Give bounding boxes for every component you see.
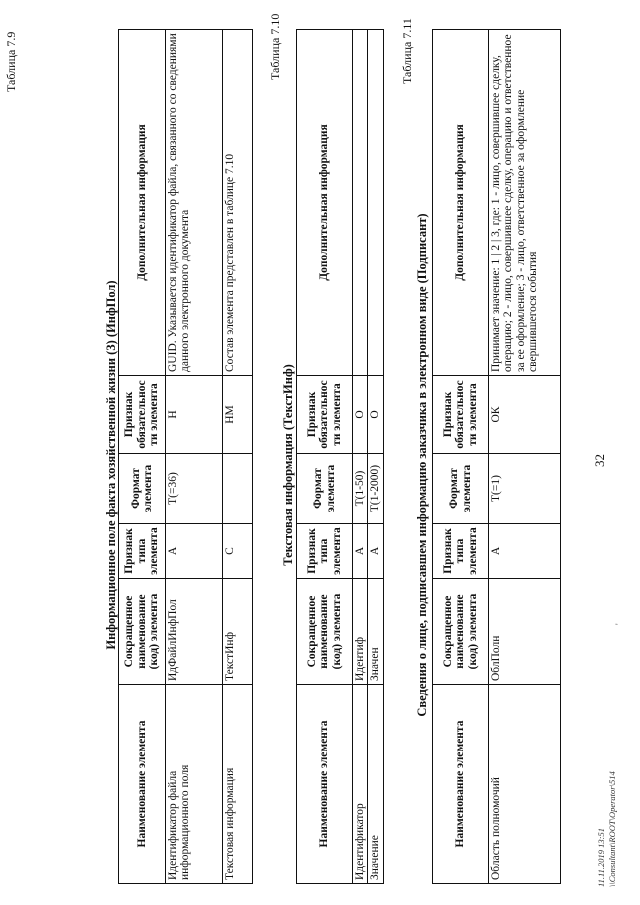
cell: Значение [368, 685, 383, 884]
header-format: Формат элемента [297, 454, 353, 524]
cell: А [353, 524, 368, 579]
table-row [489, 30, 561, 884]
header-info: Дополнительная информация [433, 30, 489, 376]
header-name: Наименование элемента [433, 685, 489, 884]
cell: Область полномочий [489, 685, 561, 884]
header-required: Признак обязательности элемента [433, 376, 489, 454]
cell: ОблПолн [489, 579, 561, 685]
cell: Принимает значение: 1 | 2 | 3, где: 1 - лицо, совершившее сделку, операцию; 2 - лицо, совершившее сделку, операцию и ответственное за ее оформление; 3 - лицо, ответственное за оформление свершившегося события [489, 30, 561, 376]
table-7-11-title: Сведения о лице, подписавшем информацию заказчика в электронном виде (Подписант) [415, 213, 429, 717]
cell: Текстовая информация [223, 685, 253, 884]
cell [368, 30, 383, 376]
cell: НМ [223, 376, 253, 454]
header-code: Сокращенное наименование (код) элемента [297, 579, 353, 685]
table-row [223, 30, 253, 884]
table-7-9-caption: Таблица 7.9 [4, 31, 18, 92]
footer-path: \\Consultant\ROOT\Operator\514 [607, 771, 618, 887]
cell: ИдФайлИнфПол [166, 579, 223, 685]
cell: О [353, 376, 368, 454]
table-7-10-caption: Таблица 7.10 [268, 13, 282, 80]
header-code: Сокращенное наименование (код) элемента [119, 579, 166, 685]
cell: А [368, 524, 383, 579]
cell [223, 454, 253, 524]
cell: T(1-50) [353, 454, 368, 524]
cell: О [368, 376, 383, 454]
cell: Идентиф [353, 579, 368, 685]
footer-stamp [596, 771, 618, 887]
footer-date: 11.11.2019 13:51 [596, 828, 606, 887]
stray-mark: ' [614, 623, 624, 625]
cell: С [223, 524, 253, 579]
page-number: 32 [592, 454, 607, 467]
cell: А [489, 524, 561, 579]
header-type: Признак типа элемента [119, 524, 166, 579]
table-row [353, 30, 368, 884]
cell: Состав элемента представлен в таблице 7.10 [223, 30, 253, 376]
header-type: Признак типа элемента [433, 524, 489, 579]
cell: T(1-2000) [368, 454, 383, 524]
cell: T(=1) [489, 454, 561, 524]
table-7-9-title: Информационное поле факта хозяйственной жизни (3) (ИнфПол) [104, 280, 118, 650]
cell: Н [166, 376, 223, 454]
cell: GUID. Указывается идентификатор файла, связанного со сведениями данного электронного документа [166, 30, 223, 376]
cell: Идентификатор [353, 685, 368, 884]
cell: Идентификатор файла информационного поля [166, 685, 223, 884]
table-7-10-title: Текстовая информация (ТекстИнф) [281, 364, 295, 566]
header-required: Признак обязательности элемента [297, 376, 353, 454]
table-7-11 [432, 29, 561, 884]
header-format: Формат элемента [433, 454, 489, 524]
cell: ОК [489, 376, 561, 454]
header-info: Дополнительная информация [297, 30, 353, 376]
table-7-10 [296, 29, 384, 884]
table-row [368, 30, 383, 884]
header-info: Дополнительная информация [119, 30, 166, 376]
header-type: Признак типа элемента [297, 524, 353, 579]
cell: T(=36) [166, 454, 223, 524]
header-name: Наименование элемента [297, 685, 353, 884]
cell: ТекстИнф [223, 579, 253, 685]
cell: А [166, 524, 223, 579]
table-7-9 [118, 29, 253, 884]
header-name: Наименование элемента [119, 685, 166, 884]
header-format: Формат элемента [119, 454, 166, 524]
header-code: Сокращенное наименование (код) элемента [433, 579, 489, 685]
cell [353, 30, 368, 376]
header-required: Признак обязательности элемента [119, 376, 166, 454]
cell: Значен [368, 579, 383, 685]
table-row [166, 30, 223, 884]
table-7-11-caption: Таблица 7.11 [400, 18, 414, 84]
